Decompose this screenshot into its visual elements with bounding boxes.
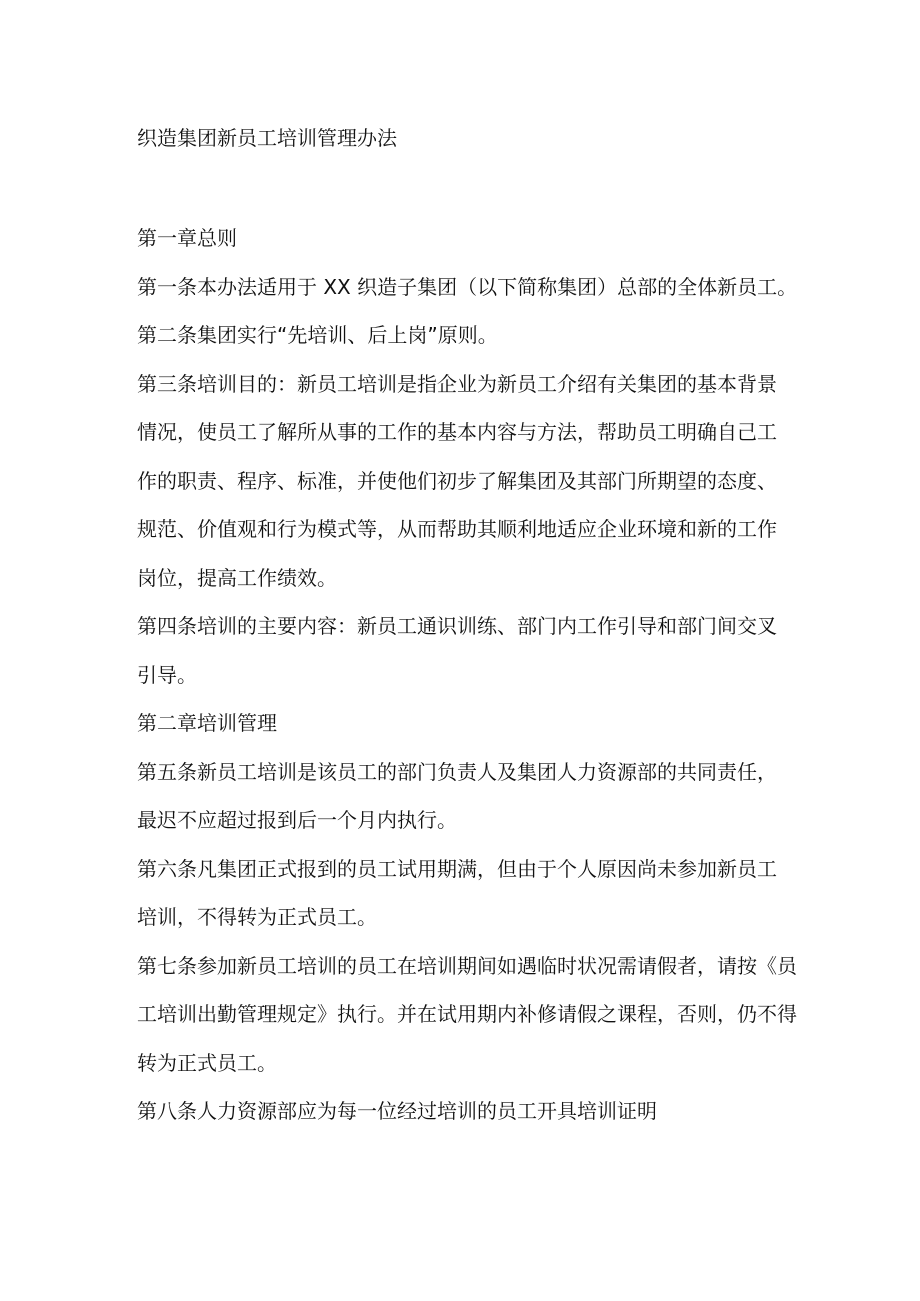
article-line: 第三条培训目的：新员工培训是指企业为新员工介绍有关集团的基本背景 xyxy=(137,371,777,396)
article-line: 第四条培训的主要内容：新员工通识训练、部门内工作引导和部门间交叉 xyxy=(137,614,777,638)
article-line: 第七条参加新员工培训的员工在培训期间如遇临时状况需请假者，请按《员 xyxy=(137,953,797,978)
chapter-heading: 第二章培训管理 xyxy=(137,711,277,735)
document-body xyxy=(137,214,797,1136)
article-line: 第五条新员工培训是该员工的部门负责人及集团人力资源部的共同责任， xyxy=(137,759,777,784)
article-line: 情况，使员工了解所从事的工作的基本内容与方法，帮助员工明确自己工 xyxy=(137,420,777,444)
article-line: 工培训出勤管理规定》执行。并在试用期内补修请假之课程，否则，仍不得 xyxy=(137,1002,797,1026)
article-line: 第六条凡集团正式报到的员工试用期满，但由于个人原因尚未参加新员工 xyxy=(137,856,777,881)
article-line: 最迟不应超过报到后一个月内执行。 xyxy=(137,808,457,832)
article-line: 岗位，提高工作绩效。 xyxy=(137,565,337,590)
article-line: 第二条集团实行“先培训、后上岗”原则。 xyxy=(137,323,498,347)
article-line: 第一条本办法适用于 XX 织造子集团（以下简称集团）总部的全体新员工。 xyxy=(137,274,798,299)
chapter-heading: 第一章总则 xyxy=(137,226,237,250)
document-title: 织造集团新员工培训管理办法 xyxy=(137,126,397,150)
article-line: 引导。 xyxy=(137,662,197,687)
article-line: 培训，不得转为正式员工。 xyxy=(137,905,377,929)
article-line: 规范、价值观和行为模式等，从而帮助其顺利地适应企业环境和新的工作 xyxy=(137,517,777,541)
article-line: 第八条人力资源部应为每一位经过培训的员工开具培训证明 xyxy=(137,1099,657,1123)
article-line: 作的职责、程序、标准，并使他们初步了解集团及其部门所期望的态度、 xyxy=(137,468,777,493)
article-line: 转为正式员工。 xyxy=(137,1050,277,1075)
